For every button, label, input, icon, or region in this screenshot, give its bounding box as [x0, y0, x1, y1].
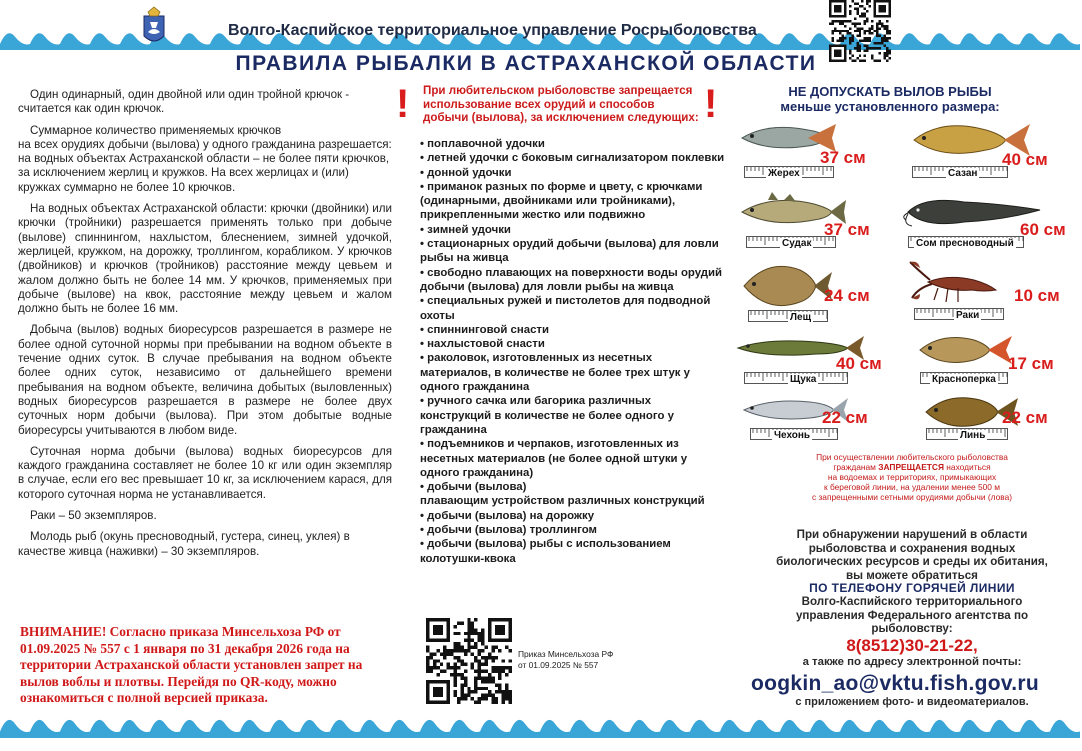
shore-note-line5: с запрещенными сетными орудиями добычи (лова) [811, 492, 1013, 502]
list-item: • приманок разных по форме и цвету, с крючками (одинарными, двойниками или тройниками), прикрепленными жестко или подвижно [420, 180, 703, 222]
email-intro: а также по адресу электронной почты: [802, 656, 1022, 668]
list-item: • добычи (вылова) троллингом [420, 524, 597, 537]
list-item: • поплавочной удочки [420, 138, 545, 150]
fish-card-sabrefish [740, 392, 900, 452]
list-item: • стационарных орудий добычи (вылова) для ловли рыбы на живца [420, 238, 719, 265]
bream-fish-icon [738, 258, 834, 312]
fish-name: Сом пресноводный [916, 238, 1014, 249]
fish-card-bream [738, 258, 898, 323]
fish-size: 40 см [1002, 150, 1048, 169]
hotline-heading: ПО ТЕЛЕФОНУ ГОРЯЧЕЙ ЛИНИИ [809, 581, 1015, 595]
attachment-note: с приложением фото- и видеоматериалов. [795, 696, 1029, 708]
exclamation-right: ! [704, 82, 718, 126]
fish-size: 17 см [1008, 354, 1054, 373]
fish-name: Жерех [768, 168, 800, 179]
list-item: • добычи (вылова) [420, 481, 527, 494]
list-item: • свободно плавающих на поверхности воды орудий добычи (вылова) для ловли рыбы на живца [420, 266, 723, 293]
fish-card-tench [922, 388, 1082, 448]
shore-note-line3: на водоемах и территориях, примыкающих [827, 472, 997, 482]
crayfish-limit-text: Раки – 50 экземпляров. [30, 509, 157, 523]
min-size-heading-line1: НЕ ДОПУСКАТЬ ВЫЛОВ РЫБЫ [788, 84, 992, 99]
fish-size: 22 см [1002, 408, 1048, 427]
order-reference-line2: от 01.09.2025 № 557 [518, 659, 599, 670]
agency-name: Волго-Каспийского территориального управления Федерального агентства по рыболовству: [795, 595, 1029, 636]
report-violations-text: При обнаружении нарушений в области рыболовства и сохранения водных биологических ресурсов и среды их обитания, вы можете обратиться [776, 528, 1048, 582]
list-item: • летней удочки с боковым сигнализатором поклевки [420, 152, 725, 165]
list-item: • специальных ружей и пистолетов для подводной охоты [420, 295, 711, 322]
left-column [18, 88, 392, 566]
hook-count-line2: на всех орудиях добычи (вылова) у одного гражданина разрешается: [18, 137, 392, 151]
prohibition-heading: При любительском рыболовстве запрещается использование всех орудий и способов добычи (вылова), за исключением следующих: [423, 84, 699, 125]
min-size-heading-line2: меньше установленного размера: [780, 99, 1000, 114]
fish-card-rudd [916, 326, 1076, 386]
coat-of-arms-icon [138, 6, 170, 50]
list-item: • добычи (вылова) на дорожку [420, 509, 595, 522]
daily-norm-stay-text: Добыча (вылов) водных биоресурсов разрешается в размере не более одной суточной нормы при пребывании на водном объекте в течение одних суток. В случае пребывания на водном объекте более одних суток, независимо от дальнейшего времени пребывания на водном объекте, величина добытых (выловленных) водных биоресурсов разрешается в размере не более двух суточных норм добычи (вылова). При этом добытые водные биоресурсы учитываются в любом виде. [18, 323, 392, 437]
fish-card-pike [736, 326, 896, 386]
fish-name: Судак [782, 238, 812, 249]
daily-norm-text: Суточная норма добычи (вылова) водных биоресурсов для каждого гражданина составляет не более 10 кг или один экземпляр в случае, если его вес превышает 10 кг, за исключением карася, для которого суточная норма не устанавливается. [18, 444, 392, 501]
qr-code-order-icon[interactable] [426, 618, 512, 704]
rudd-fish-icon [916, 326, 1016, 370]
fish-name: Лещ [790, 312, 812, 323]
fish-size: 60 см [1020, 220, 1066, 239]
list-item: плавающим устройством различных конструкций [420, 495, 705, 508]
fish-name: Раки [956, 310, 980, 321]
fish-size: 24 см [824, 286, 870, 305]
page-title: ПРАВИЛА РЫБАЛКИ В АСТРАХАНСКОЙ ОБЛАСТИ [235, 52, 817, 75]
fish-size: 37 см [824, 220, 870, 239]
qr-code-top-icon[interactable] [829, 0, 891, 62]
shore-restriction-note [778, 452, 1046, 502]
hook-definition-text: Один одинарный, один двойной или один тройной крючок - считается как один крючок. [18, 88, 350, 116]
fish-size: 40 см [836, 354, 882, 373]
fish-name: Красноперка [932, 374, 996, 385]
fish-name: Щука [790, 374, 817, 385]
fish-card-crayfish [908, 258, 1068, 321]
shore-note-line2 [778, 462, 1046, 472]
fish-card-asp [738, 116, 898, 179]
crayfish-icon [908, 258, 1018, 308]
fish-card-zander [738, 188, 898, 248]
fish-name: Линь [960, 430, 986, 441]
shore-note-line4: к береговой линии, на удалении менее 500 м [823, 482, 1001, 492]
list-item: • спиннинговой снасти [420, 323, 550, 336]
double-hooks-text: На водных объектах Астраханской области: крючки (двойники) или крючки (тройники) разрешается применять только при добыче (вылове) спиннингом, нахлыстом, блеснением, зимней удочкой, жерлицей, кружком, на дорожку, троллингом, корабликом. У крючков (двойников) и крючков (тройников) расстояние между цевьем и жалом должно быть не более 14 мм. У крючков, применяемых при добыче (вылове) на квок, расстояние между цевьем и жалом должно быть не более 16 мм. [18, 202, 392, 316]
fish-size: 10 см [1014, 286, 1060, 305]
hook-count-line1: Суммарное количество применяемых крючков [30, 123, 282, 137]
email-link[interactable]: oogkin_ao@vktu.fish.gov.ru [750, 672, 1040, 695]
fish-size: 37 см [820, 148, 866, 167]
min-size-heading [740, 84, 1040, 114]
shore-note-post: находиться [943, 462, 991, 472]
shore-note-pre: гражданам [833, 462, 879, 472]
fish-name: Чехонь [774, 430, 811, 441]
fish-card-catfish [904, 186, 1066, 249]
order-reference [518, 649, 648, 670]
list-item: • раколовок, изготовленных из несетных материалов, в количестве не более трех штук у одного гражданина [420, 352, 691, 394]
hook-count-line3: на водных объектах Астраханской области – не более пяти крючков, за исключением жерлиц и кружков. На всех жерлицах и (или) кружках суммарно не более 10 крючков. [18, 152, 390, 194]
exclamation-left: ! [396, 82, 410, 126]
fish-size: 22 см [822, 408, 868, 427]
list-item: • добычи (вылова) рыбы с использованием колотушки-квока [420, 538, 671, 565]
shore-note-line1: При осуществлении любительского рыболовства [816, 452, 1008, 462]
hook-count-paragraph [18, 124, 392, 195]
warning-notice: ВНИМАНИЕ! Согласно приказа Минсельхоза РФ от 01.09.2025 № 557 с 1 января по 31 декабря 2026 года на территории Астраханской области установлен запрет на вылов воблы и плотвы. Перейдя по QR-коду, можно ознакомиться с полной версией приказа. [20, 624, 363, 705]
bottom-wave-border [0, 712, 1052, 738]
list-item: • ручного сачка или багорика различных конструкций в количестве не более одного у гражданина [420, 395, 674, 436]
shore-note-bold: ЗАПРЕЩАЕТСЯ [878, 462, 944, 472]
hotline-phone-link[interactable]: 8(8512)30-21-22, [846, 636, 978, 655]
fish-card-carp [908, 116, 1068, 179]
organization-name: Волго-Каспийское территориальное управление Росрыболовства [228, 22, 757, 39]
order-reference-line1: Приказ Минсельхоза РФ [518, 649, 614, 659]
juvenile-fish-limit-text: Молодь рыб (окунь пресноводный, густера, синец, уклея) в качестве живца (наживки) – 30 экземпляров. [18, 530, 350, 558]
list-item: • подъемников и черпаков, изготовленных из несетных материалов (не более одной штуки у одного гражданина) [420, 438, 688, 479]
fish-name: Сазан [948, 168, 978, 179]
list-item: • нахлыстовой снасти [420, 338, 545, 351]
list-item: • донной удочки [420, 166, 512, 179]
list-item: • зимней удочки [420, 223, 511, 236]
allowed-gear-list [420, 137, 725, 566]
